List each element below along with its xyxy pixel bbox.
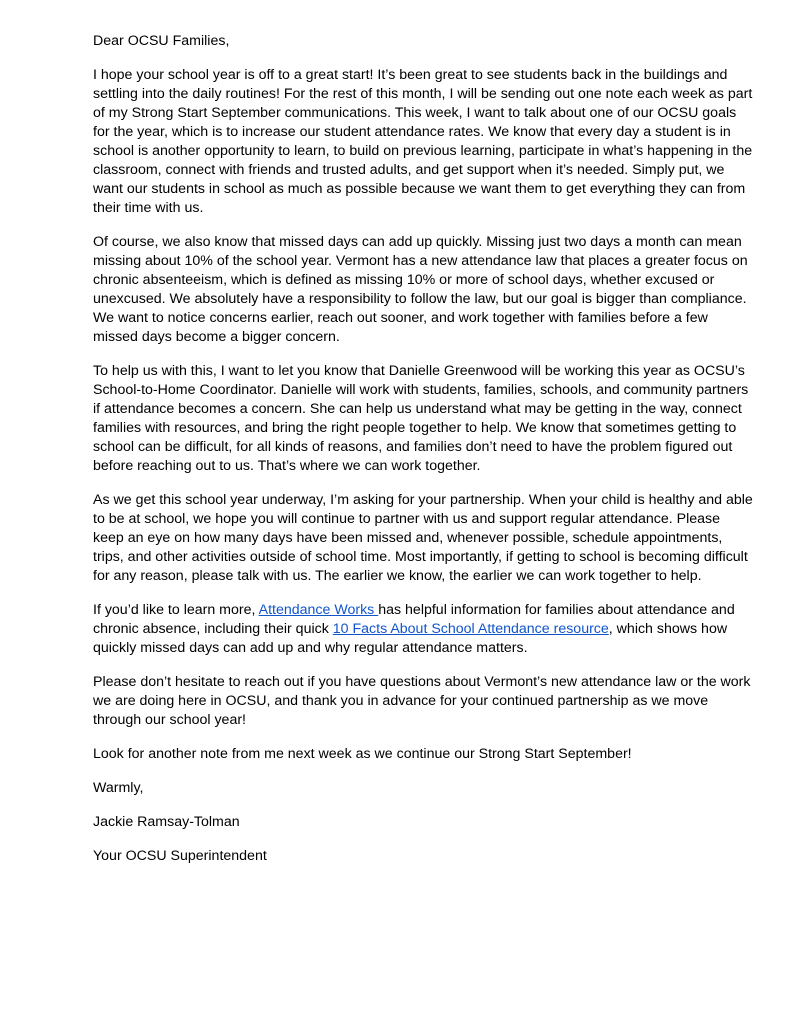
paragraph-coordinator: To help us with this, I want to let you know that Danielle Greenwood will be working this year as OCSU’s School-to-Home Coordinator. Danielle will work with students, families, schools, and community partners if attendance becomes a concern. She can help us understand what may be getting in the way, connect families with resources, and bring the right people together to help. We know that sometimes getting to school can be difficult, for all kinds of reasons, and families don’t need to have the problem figured out before reaching out to us. That’s where we can work together.	[93, 363, 749, 474]
resources-text-start: If you’d like to learn more,	[93, 602, 259, 618]
resources-text-end: , which shows how quickly missed days can add up and why regular attendance matters.	[93, 621, 728, 656]
signature-title: Your OCSU Superintendent	[93, 848, 267, 864]
paragraph-partnership: As we get this school year underway, I’m asking for your partnership. When your child is healthy and able to be at school, we hope you will continue to partner with us and support regular attendance. Please keep an eye on how many days have been missed and, whenever possible, schedule appointments, trips, and other activities outside of school time. Most importantly, if getting to school is becoming difficult for any reason, please talk with us. The earlier we know, the earlier we can work together to help.	[93, 492, 753, 584]
salutation: Dear OCSU Families,	[93, 33, 230, 49]
paragraph-missed-days: Of course, we also know that missed days can add up quickly. Missing just two days a month can mean missing about 10% of the school year. Vermont has a new attendance law that places a greater focus on chronic absenteeism, which is defined as missing 10% or more of school days, whether excused or unexcused. We absolutely have a responsibility to follow the law, but our goal is bigger than compliance. We want to notice concerns earlier, reach out sooner, and work together with families before a few missed days become a bigger concern.	[93, 234, 748, 345]
attendance-works-link[interactable]: Attendance Works	[258, 602, 379, 618]
closing: Warmly,	[93, 780, 144, 796]
resources-text-middle: has helpful information for families about attendance and chronic absence, including their quick	[93, 602, 735, 637]
paragraph-questions: Please don’t hesitate to reach out if you have questions about Vermont’s new attendance law or the work we are doing here in OCSU, and thank you in advance for your continued partnership as we move through our school year!	[93, 674, 751, 728]
paragraph-resources	[93, 601, 753, 658]
letter-body	[93, 32, 753, 881]
paragraph-next-note: Look for another note from me next week as we continue our Strong Start September!	[93, 746, 632, 762]
paragraph-intro: I hope your school year is off to a great start! It’s been great to see students back in the buildings and settling into the daily routines! For the rest of this month, I will be sending out one note each week as part of my Strong Start September communications. This week, I want to talk about one of our OCSU goals for the year, which is to increase our student attendance rates. We know that every day a student is in school is another opportunity to learn, to build on previous learning, participate in what’s happening in the classroom, connect with friends and trusted adults, and get support when it’s needed. Simply put, we want our students in school as much as possible because we want them to get everything they can from their time with us.	[93, 67, 753, 216]
ten-facts-link[interactable]: 10 Facts About School Attendance resource	[332, 621, 609, 637]
signature-name: Jackie Ramsay-Tolman	[93, 814, 240, 830]
